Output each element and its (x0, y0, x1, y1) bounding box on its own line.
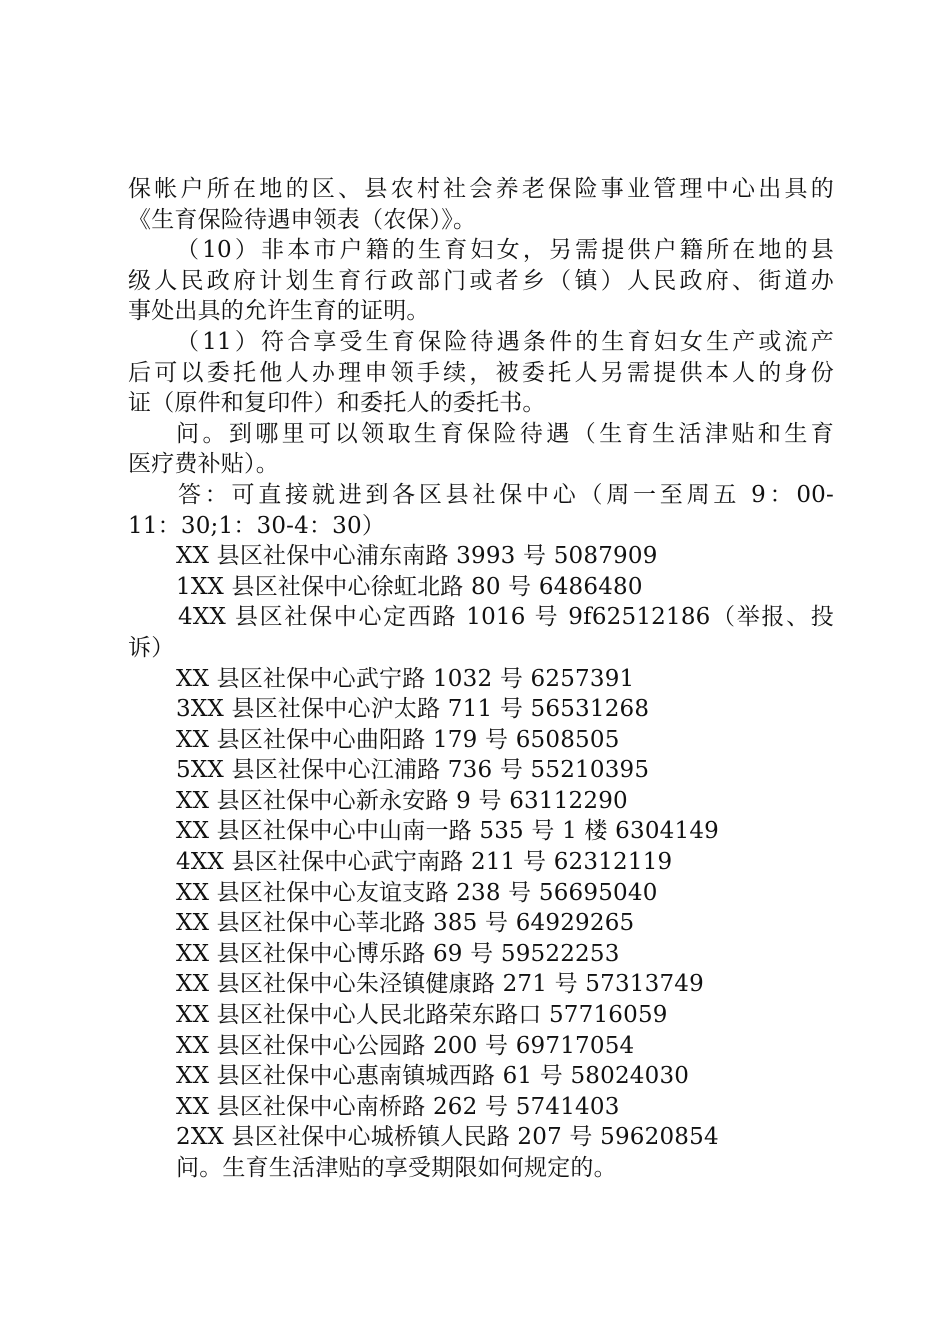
text-line: 证（原件和复印件）和委托人的委托书。 (128, 390, 546, 417)
address-line: XX 县区社保中心武宁路 1032 号 6257391 (176, 665, 635, 692)
answer-line: 答：可直接就进到各区县社保中心（周一至周五 9：00- (178, 481, 834, 508)
address-line: 3XX 县区社保中心沪太路 711 号 56531268 (176, 696, 650, 723)
address-line: XX 县区社保中心新永安路 9 号 63112290 (176, 787, 628, 814)
address-line: XX 县区社保中心友谊支路 238 号 56695040 (176, 879, 658, 906)
text-line: 保帐户所在地的区、县农村社会养老保险事业管理中心出具的 (128, 176, 834, 202)
address-line: XX 县区社保中心公园路 200 号 69717054 (176, 1032, 635, 1059)
paragraph-first-line: （10）非本市户籍的生育妇女，另需提供户籍所在地的县 (176, 237, 834, 264)
address-line: XX 县区社保中心博乐路 69 号 59522253 (176, 940, 620, 967)
text-line: 医疗费补贴）。 (128, 451, 279, 478)
address-line: XX 县区社保中心南桥路 262 号 5741403 (176, 1093, 620, 1120)
text-line: 诉） (128, 634, 175, 661)
text-line: 级人民政府计划生育行政部门或者乡（镇）人民政府、街道办 (128, 267, 834, 294)
question-line: 问。生育生活津贴的享受期限如何规定的。 (176, 1155, 617, 1181)
address-line: 1XX 县区社保中心徐虹北路 80 号 6486480 (176, 573, 643, 600)
address-line: 4XX 县区社保中心定西路 1016 号 9f62512186（举报、投 (178, 604, 834, 631)
address-line: XX 县区社保中心浦东南路 3993 号 5087909 (176, 543, 658, 570)
text-line: 后可以委托他人办理申领手续，被委托人另需提供本人的身份 (128, 359, 834, 386)
question-line: 问。到哪里可以领取生育保险待遇（生育生活津贴和生育 (176, 420, 834, 447)
address-line: XX 县区社保中心惠南镇城西路 61 号 58024030 (176, 1063, 690, 1090)
address-line: 4XX 县区社保中心武宁南路 211 号 62312119 (176, 849, 673, 876)
text-line: 《生育保险待遇申领表（农保）》。 (128, 206, 477, 233)
address-line: 2XX 县区社保中心城桥镇人民路 207 号 59620854 (176, 1124, 719, 1151)
address-line: 5XX 县区社保中心江浦路 736 号 55210395 (176, 757, 650, 784)
address-line: XX 县区社保中心中山南一路 535 号 1 楼 6304149 (176, 818, 719, 845)
document-body (128, 174, 834, 1184)
address-line: XX 县区社保中心曲阳路 179 号 6508505 (176, 726, 620, 753)
paragraph-first-line: （11）符合享受生育保险待遇条件的生育妇女生产或流产 (176, 328, 834, 355)
address-line: XX 县区社保中心莘北路 385 号 64929265 (176, 910, 635, 937)
address-line: XX 县区社保中心朱泾镇健康路 271 号 57313749 (176, 971, 704, 998)
text-line: 11：30;1：30-4：30） (128, 512, 386, 539)
text-line: 事处出具的允许生育的证明。 (128, 298, 430, 325)
address-line: XX 县区社保中心人民北路荣东路口 57716059 (176, 1002, 668, 1029)
